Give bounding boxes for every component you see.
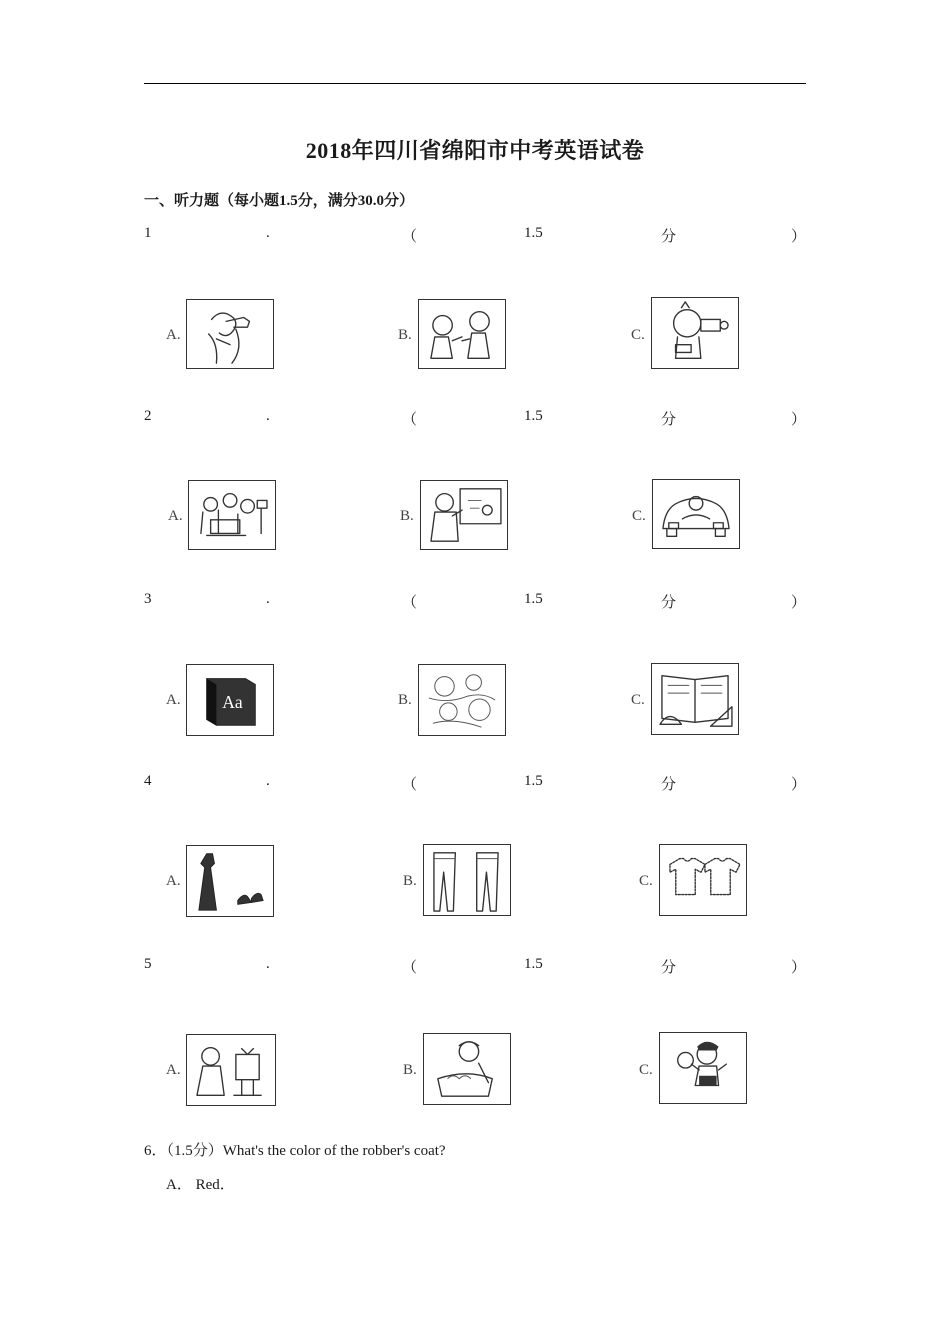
section-heading: 一、听力题（每小题1.5分，满分30.0分） [144,193,415,209]
question-3-header [0,591,950,611]
question-6-stem: 6．（1.5分）What's the color of the robber's coat? [144,1143,446,1159]
right-paren: ） [791,777,807,793]
question-points: 1.5 [524,408,543,424]
two-children-talking-icon [418,299,506,369]
points-unit: 分 [661,960,677,976]
question-5-header [0,956,950,976]
option-label: C. [631,692,645,708]
option-label: A. [166,1062,181,1078]
question-number: 1 [144,225,152,241]
points-unit: 分 [661,229,677,245]
question-1-header [0,225,950,245]
option-label: A. [166,873,181,889]
option-label: B. [403,1062,417,1078]
question-dot: . [266,225,270,241]
question-points: 1.5 [524,956,543,972]
question-dot: . [266,408,270,424]
person-watching-tv-icon [186,1034,276,1106]
t-shirts-icon [659,844,747,916]
option-label: A. [168,508,183,524]
question-points: 1.5 [524,773,543,789]
left-paren: （ [402,595,418,611]
question-2-header [0,408,950,428]
question-4-header [0,773,950,793]
boy-playing-ball-icon [659,1032,747,1104]
option-label: C. [639,1062,653,1078]
question-number: 2 [144,408,152,424]
question-number: 4 [144,773,152,789]
dress-and-shoes-icon [186,845,274,917]
svg-text:Aa: Aa [222,691,243,712]
cartoon-picture-icon [418,664,506,736]
question-dot: . [266,591,270,607]
person-drinking-icon [186,299,274,369]
question-points: 1.5 [524,225,543,241]
header-rule [144,83,806,84]
right-paren: ） [791,595,807,611]
option-label: B. [403,873,417,889]
left-paren: （ [402,412,418,428]
option-label: C. [639,873,653,889]
option-label: A. [166,327,181,343]
family-eating-icon [188,480,276,550]
points-unit: 分 [661,412,677,428]
left-paren: （ [402,777,418,793]
option-label: A. [166,692,181,708]
right-paren: ） [791,960,807,976]
question-number: 3 [144,591,152,607]
page-title: 2018年四川省绵阳市中考英语试卷 [305,138,645,163]
points-unit: 分 [661,595,677,611]
teacher-at-board-icon [420,480,508,550]
open-book-with-ruler-icon [651,663,739,735]
option-label: B. [398,327,412,343]
dictionary-book-icon [186,664,274,736]
right-paren: ） [791,412,807,428]
option-label: C. [632,508,646,524]
option-label: B. [398,692,412,708]
question-dot: . [266,773,270,789]
question-6-option-a[interactable]: A． Red． [166,1177,235,1193]
boy-with-camera-icon [651,297,739,369]
left-paren: （ [402,229,418,245]
question-dot: . [266,956,270,972]
option-label: B. [400,508,414,524]
left-paren: （ [402,960,418,976]
trousers-icon [423,844,511,916]
question-number: 5 [144,956,152,972]
driver-in-car-icon [652,479,740,549]
option-label: C. [631,327,645,343]
points-unit: 分 [661,777,677,793]
right-paren: ） [791,229,807,245]
question-points: 1.5 [524,591,543,607]
girl-washing-clothes-icon [423,1033,511,1105]
